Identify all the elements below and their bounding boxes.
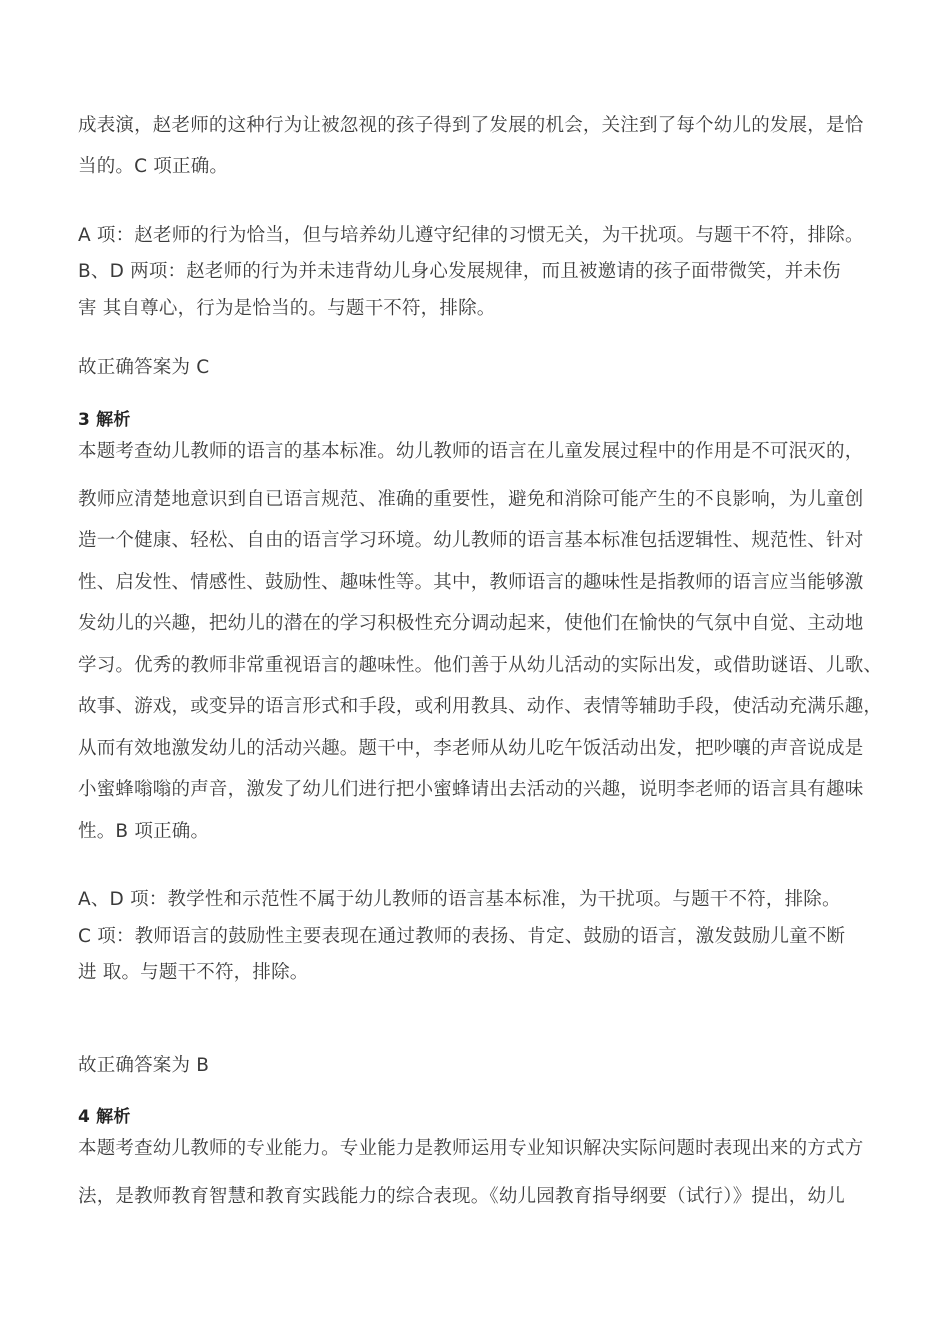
text-line: 造一个健康、轻松、自由的语言学习环境。幼儿教师的语言基本标准包括逻辑性、规范性、针对 [78,530,864,551]
text-line: A 项：赵老师的行为恰当，但与培养幼儿遵守纪律的习惯无关，为干扰项。与题干不符，排除。 [78,225,864,246]
text-line: 性。B 项正确。 [78,821,210,842]
text-line: 小蜜蜂嗡嗡的声音，激发了幼儿们进行把小蜜蜂请出去活动的兴趣，说明李老师的语言具有趣味 [78,779,864,800]
text-line: C 项：教师语言的鼓励性主要表现在通过教师的表扬、肯定、鼓励的语言，激发鼓励儿童不断 [78,926,846,947]
text-line: 成表演，赵老师的这种行为让被忽视的孩子得到了发展的机会，关注到了每个幼儿的发展，是恰 [78,115,864,136]
answer-line: 故正确答案为 B [78,1055,210,1076]
text-line: 害 其自尊心，行为是恰当的。与题干不符，排除。 [78,298,496,319]
text-line: 本题考查幼儿教师的专业能力。专业能力是教师运用专业知识解决实际问题时表现出来的方式方 [78,1138,864,1159]
text-line: 法，是教师教育智慧和教育实践能力的综合表现。《幼儿园教育指导纲要（试行）》提出，幼儿 [78,1186,845,1207]
text-line: 从而有效地激发幼儿的活动兴趣。题干中，李老师从幼儿吃午饭活动出发，把吵嚷的声音说成是 [78,738,864,759]
text-line: 进 取。与题干不符，排除。 [78,962,309,983]
text-line: 性、启发性、情感性、鼓励性、趣味性等。其中，教师语言的趣味性是指教师的语言应当能够激 [78,572,864,593]
text-line: 学习。优秀的教师非常重视语言的趣味性。他们善于从幼儿活动的实际出发，或借助谜语、儿歌、 [78,655,883,676]
text-line: 教师应清楚地意识到自已语言规范、准确的重要性，避免和消除可能产生的不良影响，为儿童创 [78,489,864,510]
answer-line: 故正确答案为 C [78,357,210,378]
text-line: A、D 项：教学性和示范性不属于幼儿教师的语言基本标准，为干扰项。与题干不符，排除。 [78,889,841,910]
text-line: 当的。C 项正确。 [78,156,229,177]
text-line: 发幼儿的兴趣，把幼儿的潜在的学习积极性充分调动起来，使他们在愉快的气氛中自觉、主动地 [78,613,864,634]
section-heading: 4 解析 [78,1107,131,1127]
section-heading: 3 解析 [78,410,131,430]
text-line: 本题考查幼儿教师的语言的基本标准。幼儿教师的语言在儿童发展过程中的作用是不可泯灭的， [78,441,864,462]
text-line: B、D 两项：赵老师的行为并未违背幼儿身心发展规律，而且被邀请的孩子面带微笑，并未伤 [78,261,841,282]
text-line: 故事、游戏，或变异的语言形式和手段，或利用教具、动作、表情等辅助手段，使活动充满乐趣， [78,696,883,717]
